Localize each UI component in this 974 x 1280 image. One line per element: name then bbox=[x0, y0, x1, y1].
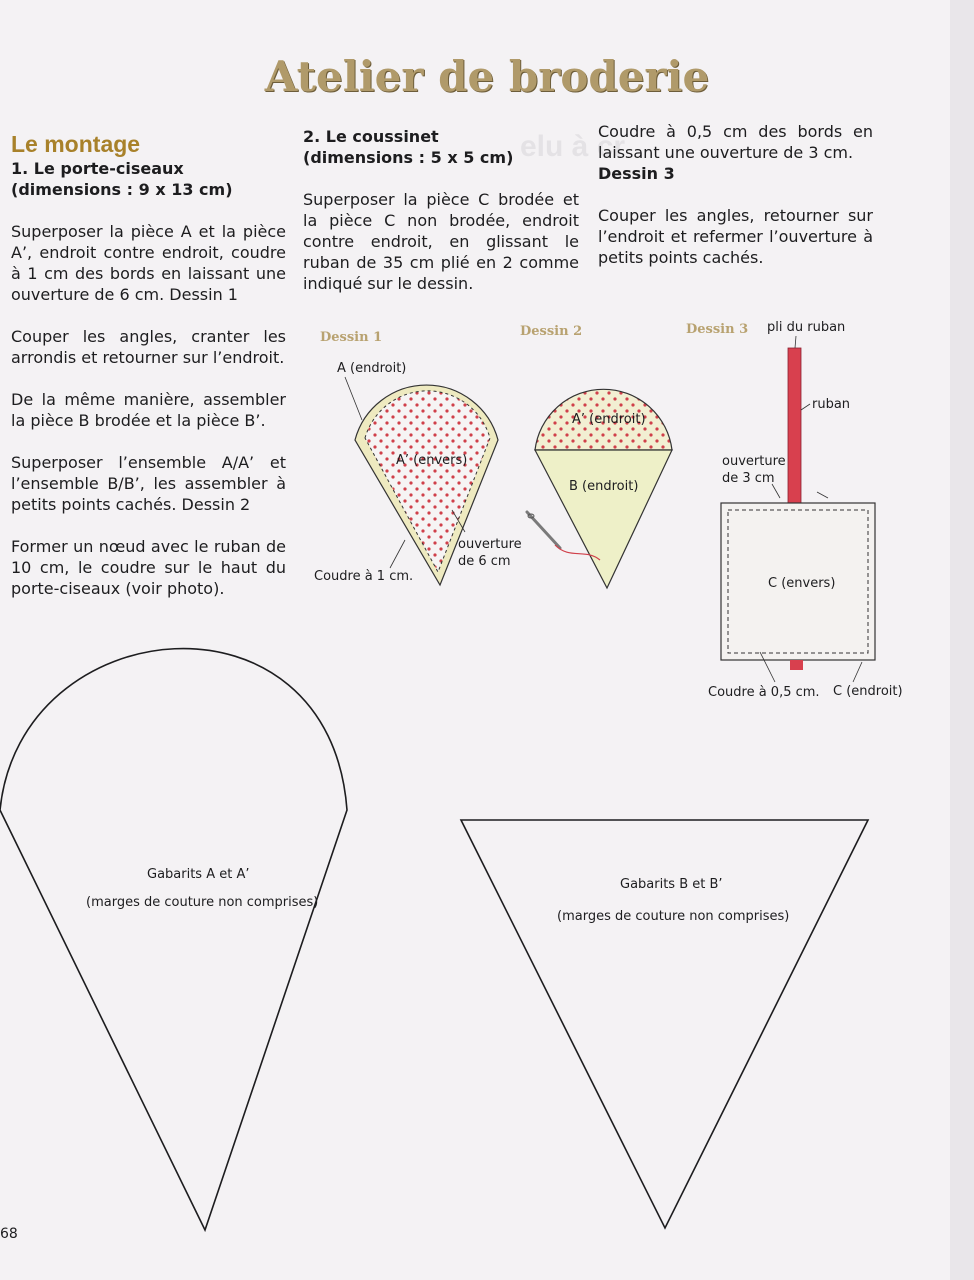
label-ruban: ruban bbox=[812, 397, 851, 412]
label-de-6cm: de 6 cm bbox=[458, 554, 511, 569]
dessin3-label: Dessin 3 bbox=[686, 322, 749, 337]
porte-ciseaux-title: 1. Le porte-ciseaux bbox=[11, 159, 184, 178]
label-coudre-1cm: Coudre à 1 cm. bbox=[314, 569, 414, 584]
template-a-note: (marges de couture non comprises) bbox=[86, 895, 319, 910]
template-b-note: (marges de couture non comprises) bbox=[557, 909, 790, 924]
page-title: Atelier de broderie bbox=[264, 52, 710, 101]
label-a2-endroit: A’ (endroit) bbox=[572, 412, 646, 427]
label-coudre-05: Coudre à 0,5 cm. bbox=[708, 685, 820, 700]
show-through-text: elu à cr bbox=[520, 130, 626, 163]
page-number: 68 bbox=[0, 1226, 18, 1242]
montage-paragraph-4: Superposer l’ensemble A/A’ et l’ensemble B/B’, les assembler à petits points cachés. Dessin 2 bbox=[11, 453, 286, 514]
dessin3-shape bbox=[721, 348, 875, 670]
montage-paragraph-1: Superposer la pièce A et la pièce A’, endroit contre endroit, coudre à 1 cm des bords en laissant une ouverture de 6 cm. Dessin 1 bbox=[11, 222, 286, 304]
label-c-endroit: C (endroit) bbox=[833, 684, 903, 699]
dessin2-label: Dessin 2 bbox=[520, 324, 583, 339]
montage-paragraph-2: Couper les angles, cranter les arrondis et retourner sur l’endroit. bbox=[11, 327, 286, 367]
coussinet-paragraph-1: Superposer la pièce C brodée et la pièce C non brodée, endroit contre endroit, en glissant le ruban de 35 cm plié en 2 comme indiqué sur le dessin. bbox=[303, 190, 579, 293]
montage-paragraph-3: De la même manière, assembler la pièce B brodée et la pièce B’. bbox=[11, 390, 286, 430]
montage-paragraph-5: Former un nœud avec le ruban de 10 cm, le coudre sur le haut du porte-ciseaux (voir photo). bbox=[11, 537, 286, 598]
section-heading: Le montage bbox=[11, 131, 141, 157]
label-c-envers: C (envers) bbox=[768, 576, 836, 591]
dessin1-label: Dessin 1 bbox=[320, 330, 383, 345]
coussinet-dims: (dimensions : 5 x 5 cm) bbox=[303, 148, 514, 167]
template-b-title: Gabarits B et B’ bbox=[620, 877, 723, 892]
porte-ciseaux-dims: (dimensions : 9 x 13 cm) bbox=[11, 180, 233, 199]
right-paragraph-1: Coudre à 0,5 cm des bords en laissant une ouverture de 3 cm. bbox=[598, 122, 873, 162]
label-b-endroit: B (endroit) bbox=[569, 479, 639, 494]
label-ouverture-1: ouverture bbox=[458, 537, 522, 552]
template-a-outline bbox=[0, 649, 347, 1230]
coussinet-title: 2. Le coussinet bbox=[303, 127, 439, 146]
label-de-3cm: de 3 cm bbox=[722, 471, 775, 486]
label-a-endroit: A (endroit) bbox=[337, 361, 407, 376]
label-ouverture-3: ouverture bbox=[722, 454, 786, 469]
label-a-envers: A’ (envers) bbox=[396, 453, 468, 468]
right-dessin3-ref: Dessin 3 bbox=[598, 164, 675, 183]
right-paragraph-2: Couper les angles, retourner sur l’endroit et refermer l’ouverture à petits points cachés. bbox=[598, 206, 873, 267]
label-pli-du-ruban: pli du ruban bbox=[767, 320, 846, 335]
template-a-title: Gabarits A et A’ bbox=[147, 867, 250, 882]
